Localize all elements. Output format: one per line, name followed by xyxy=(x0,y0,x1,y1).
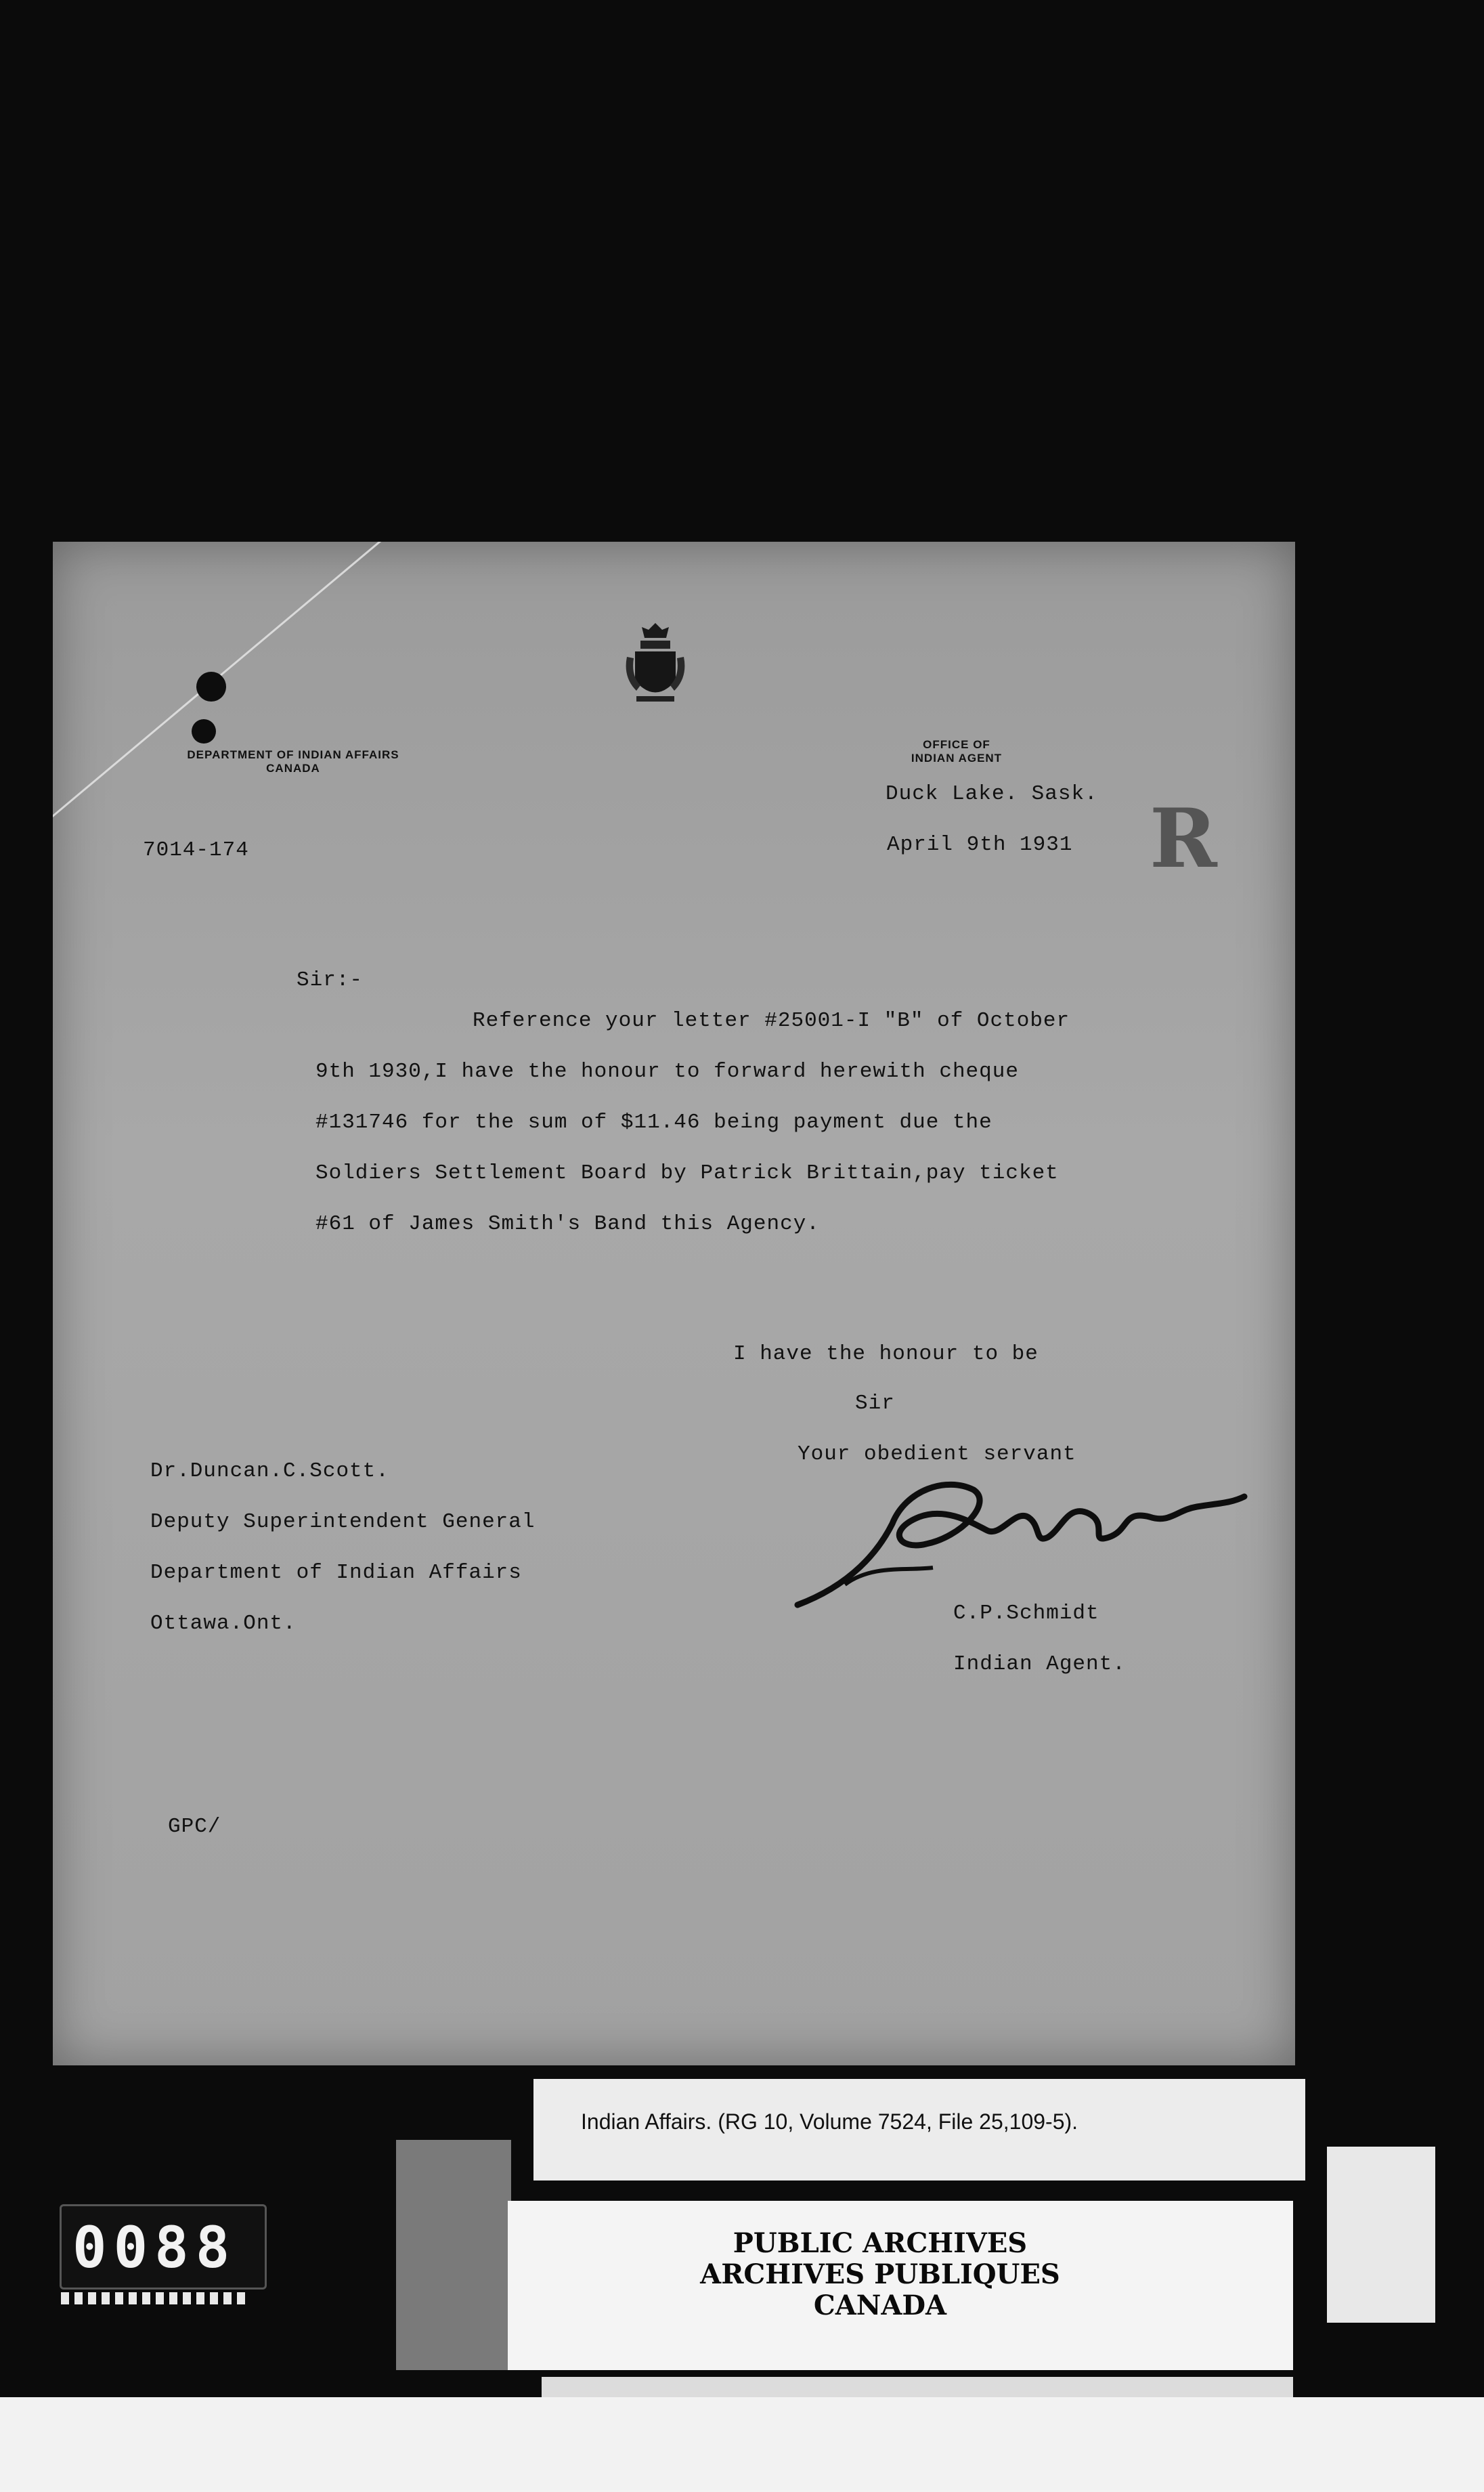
letter-date: April 9th 1931 xyxy=(887,833,1073,857)
recipient-line: Deputy Superintendent General xyxy=(150,1510,536,1534)
plate-shadow xyxy=(396,2140,511,2370)
archives-title: PUBLIC ARCHIVES ARCHIVES PUBLIQUES CANADA xyxy=(700,2227,1060,2321)
punch-hole xyxy=(196,672,226,702)
body-line: Soldiers Settlement Board by Patrick Brittain,pay ticket xyxy=(315,1161,1059,1185)
archive-reference-card xyxy=(533,2079,1305,2180)
closing-line: I have the honour to be xyxy=(733,1342,1039,1366)
received-stamp: R xyxy=(1150,791,1217,886)
typist-initials: GPC/ xyxy=(168,1815,221,1839)
film-sprocket-holes xyxy=(61,2292,264,2306)
frame-counter: 0088 xyxy=(60,2204,267,2290)
department-heading: DEPARTMENT OF INDIAN AFFAIRS CANADA xyxy=(187,748,399,775)
body-line: Reference your letter #25001-I "B" of October xyxy=(473,1009,1070,1033)
coat-of-arms-icon xyxy=(621,623,689,711)
signer-title: Indian Agent. xyxy=(953,1652,1126,1676)
letter-page xyxy=(53,542,1295,2065)
closing-line: Your obedient servant xyxy=(798,1442,1076,1466)
archive-reference: Indian Affairs. (RG 10, Volume 7524, File 25,109-5). xyxy=(581,2109,1078,2134)
signer-name: C.P.Schmidt xyxy=(953,1602,1099,1625)
location: Duck Lake. Sask. xyxy=(886,782,1098,806)
recipient-line: Department of Indian Affairs xyxy=(150,1561,522,1585)
recipient-line: Dr.Duncan.C.Scott. xyxy=(150,1459,389,1483)
body-line: 9th 1930,I have the honour to forward herewith cheque xyxy=(315,1060,1019,1083)
film-border xyxy=(0,2397,1484,2492)
office-heading: OFFICE OF INDIAN AGENT xyxy=(911,738,1003,765)
closing-line: Sir xyxy=(855,1392,895,1415)
body-line: #61 of James Smith's Band this Agency. xyxy=(315,1212,820,1236)
diagonal-scratch xyxy=(53,542,596,828)
plate-edge xyxy=(1327,2147,1435,2323)
punch-hole xyxy=(192,719,216,744)
recipient-line: Ottawa.Ont. xyxy=(150,1612,297,1635)
file-reference: 7014-174 xyxy=(143,838,249,862)
salutation: Sir:- xyxy=(297,968,364,992)
body-line: #131746 for the sum of $11.46 being payment due the xyxy=(315,1111,992,1134)
signature xyxy=(770,1449,1258,1625)
